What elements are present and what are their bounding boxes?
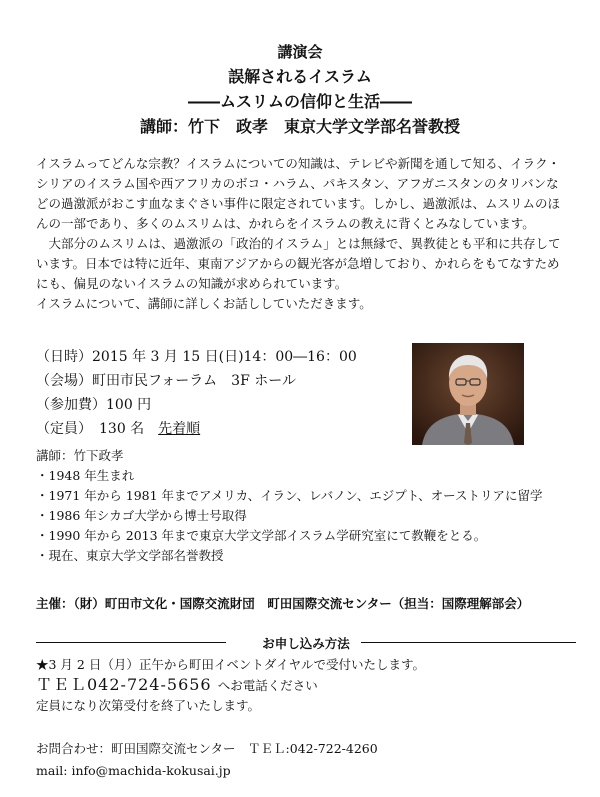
speaker-portrait-photo: [412, 343, 524, 445]
flyer-header: [0, 40, 600, 140]
divider-line-right: [361, 642, 576, 643]
application-tel-note: へお電話ください: [217, 678, 318, 693]
contact-info: [36, 738, 576, 782]
application-tel: ＴＥＬ042-724-5656: [36, 675, 212, 694]
portrait-illustration: [412, 343, 524, 445]
bio-item: ・現在、東京大学文学部名誉教授: [36, 548, 224, 563]
contact-email: mail: info@machida-kokusai.jp: [36, 763, 231, 778]
speaker-bio: [36, 446, 576, 566]
lecture-title: 誤解されるイスラム: [228, 67, 372, 86]
intro-paragraph-3: イスラムについて、講師に詳しくお話ししていただきます。: [36, 296, 372, 311]
lecture-subtitle: ――ムスリムの信仰と生活――: [187, 92, 412, 111]
application-info: [36, 655, 576, 716]
event-details: [36, 345, 357, 441]
capacity-label: （定員） 130 名: [36, 421, 159, 437]
application-divider: [36, 634, 576, 650]
organizer-line: 主催：（財）町田市文化・国際交流財団 町田国際交流センター（担当：国際理解部会）: [36, 596, 530, 611]
event-datetime: （日時）2015 年 3 月 15 日(日)14：00―16：00: [36, 349, 357, 365]
bio-item: ・1990 年から 2013 年まで東京大学文学部イスラム学研究室にて教鞭をとる。: [36, 528, 487, 543]
application-start: ★3 月 2 日（月）正午から町田イベントダイヤルで受付いたします。: [36, 657, 425, 672]
event-type-label: 講演会: [277, 43, 323, 61]
intro-paragraph-1: イスラムってどんな宗教？イスラムについての知識は、テレビや新聞を通して知る、イラク・シリアのイスラム国や西アフリカのボコ・ハラム、パキスタン、アフガニスタンのタリバンなどの過激派がおこす血なまぐさい事件に限定されています。しかし、過激派は、ムスリムのほんの一部であり、多くのムスリムは、かれらをイスラムの教えに背くとみなしています。: [36, 156, 561, 231]
bio-heading: 講師：竹下政孝: [36, 448, 124, 463]
intro-text: [36, 154, 568, 314]
event-venue: （会場）町田市民フォーラム 3F ホール: [36, 373, 296, 389]
bio-item: ・1971 年から 1981 年までアメリカ、イラン、レバノン、エジプト、オーストリアに留学: [36, 488, 543, 503]
intro-paragraph-2: 大部分のムスリムは、過激派の「政治的イスラム」とは無縁で、異教徒とも平和に共存しています。日本では特に近年、東南アジアからの観光客が急増しており、かれらをもてなすためにも、偏見のないイスラムの知識が求められています。: [36, 236, 561, 291]
application-title: お申し込み方法: [262, 636, 350, 651]
lecturer-line: 講師：竹下 政孝 東京大学文学部名誉教授: [139, 117, 460, 136]
contact-phone: お問合わせ：町田国際交流センター ＴＥＬ:042-722-4260: [36, 741, 378, 756]
bio-item: ・1986 年シカゴ大学から博士号取得: [36, 508, 247, 523]
capacity-note: 先着順: [158, 421, 201, 437]
application-tel-line: [36, 675, 576, 696]
event-fee: （参加費）100 円: [36, 397, 152, 413]
bio-item: ・1948 年生まれ: [36, 468, 135, 483]
event-capacity: [36, 417, 357, 441]
application-closing: 定員になり次第受付を終了いたします。: [36, 698, 261, 713]
